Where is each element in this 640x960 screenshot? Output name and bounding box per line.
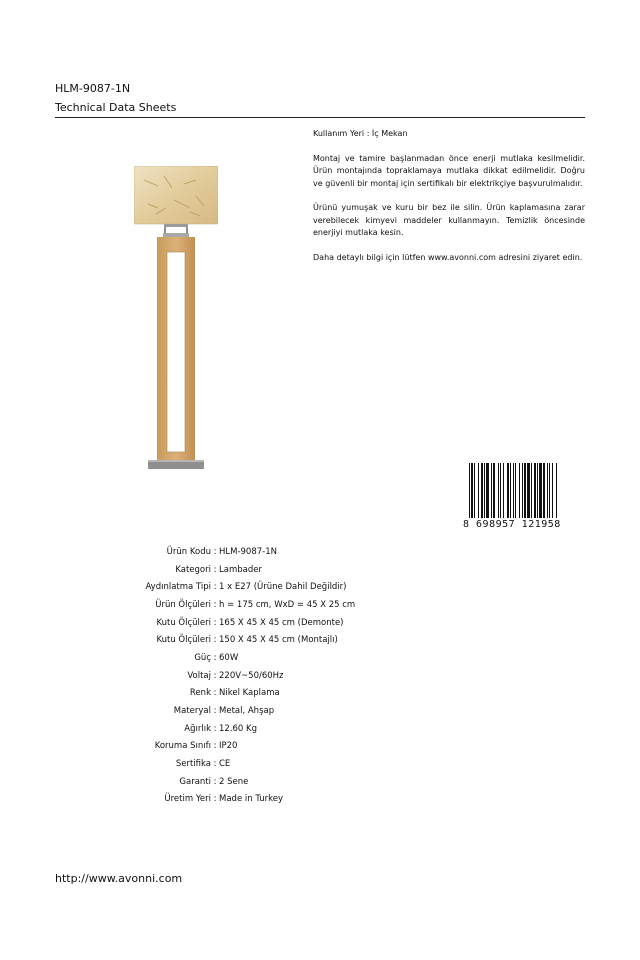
spec-separator: : [213,617,217,628]
spec-separator: : [213,582,217,593]
spec-row [100,578,355,596]
spec-value: 12.60 Kg [219,723,258,734]
document-header [55,82,585,118]
spec-label: Aydınlatma Tipi [145,582,211,593]
spec-row [100,667,355,685]
spec-separator: : [213,670,217,681]
spec-row [100,791,355,809]
spec-row [100,755,355,773]
spec-separator: : [213,794,217,805]
spec-label: Kategori [175,564,211,575]
document-subtitle: Technical Data Sheets [55,101,585,118]
spec-value: 220V~50/60Hz [219,670,284,681]
spec-row [100,561,355,579]
spec-label: Ağırlık [184,723,211,734]
spec-separator: : [213,706,217,717]
spec-label: Ürün Kodu [166,546,211,557]
spec-label: Renk [189,688,211,699]
spec-separator: : [213,635,217,646]
spec-label: Voltaj [187,670,211,681]
spec-row [100,685,355,703]
spec-value: Made in Turkey [219,794,283,805]
spec-row [100,543,355,561]
spec-label: Kutu Ölçüleri [156,635,211,646]
spec-row [100,720,355,738]
spec-row [100,702,355,720]
spec-value: 60W [219,652,239,663]
spec-label: Koruma Sınıfı [154,741,211,752]
spec-label: Kutu Ölçüleri [156,617,211,628]
spec-separator: : [213,741,217,752]
spec-value: 2 Sene [219,776,249,787]
spec-table [100,543,355,808]
spec-label: Materyal [173,706,211,717]
spec-value: h = 175 cm, WxD = 45 X 25 cm [219,599,356,610]
barcode [463,463,585,533]
spec-value: 1 x E27 (Ürüne Dahil Değildir) [219,582,347,593]
spec-row [100,773,355,791]
spec-separator: : [213,723,217,734]
website-note: Daha detaylı bilgi için lütfen www.avonni.com adresini ziyaret edin. [313,252,583,262]
spec-separator: : [213,759,217,770]
spec-row [100,631,355,649]
barcode-bars [469,463,585,518]
spec-separator: : [213,546,217,557]
spec-value: Nikel Kaplama [219,688,280,699]
footer-url: http://www.avonni.com [55,872,183,885]
usage-notes [313,128,585,276]
spec-separator: : [213,776,217,787]
spec-value: Lambader [219,564,262,575]
cleaning-note: Ürünü yumuşak ve kuru bir bez ile silin. Ürün kaplamasına zarar verebilecek kimyevi maddeler kullanmayın. Temizlik öncesinde enerjiyi mutlaka kesin. [313,203,585,237]
spec-value: Metal, Ahşap [219,706,275,717]
spec-value: 150 X 45 X 45 cm (Montajlı) [219,635,338,646]
spec-label: Sertifika [175,759,211,770]
spec-value: HLM-9087-1N [219,546,277,557]
spec-row [100,738,355,756]
spec-label: Üretim Yeri [164,794,211,805]
spec-row [100,596,355,614]
product-code-title: HLM-9087-1N [55,82,131,95]
spec-row [100,649,355,667]
usage-location: Kullanım Yeri : İç Mekan [313,129,408,138]
barcode-number: 8 698957 121958 [463,519,561,530]
product-image [134,166,218,471]
spec-separator: : [213,688,217,699]
spec-separator: : [213,652,217,663]
spec-value: CE [219,759,231,770]
spec-label: Ürün Ölçüleri [155,599,211,610]
spec-value: IP20 [219,741,238,752]
spec-value: 165 X 45 X 45 cm (Demonte) [219,617,344,628]
safety-note: Montaj ve tamire başlanmadan önce enerji mutlaka kesilmelidir. Ürün montajında topraklamaya mutlaka dikkat edilmelidir. Doğru ve güvenli bir montaj için sertifikalı bir elektrikçiye başvurulmalıdır. [313,153,585,188]
spec-separator: : [213,564,217,575]
spec-label: Güç [194,652,211,663]
spec-row [100,614,355,632]
spec-label: Garanti [179,776,211,787]
spec-separator: : [213,599,217,610]
